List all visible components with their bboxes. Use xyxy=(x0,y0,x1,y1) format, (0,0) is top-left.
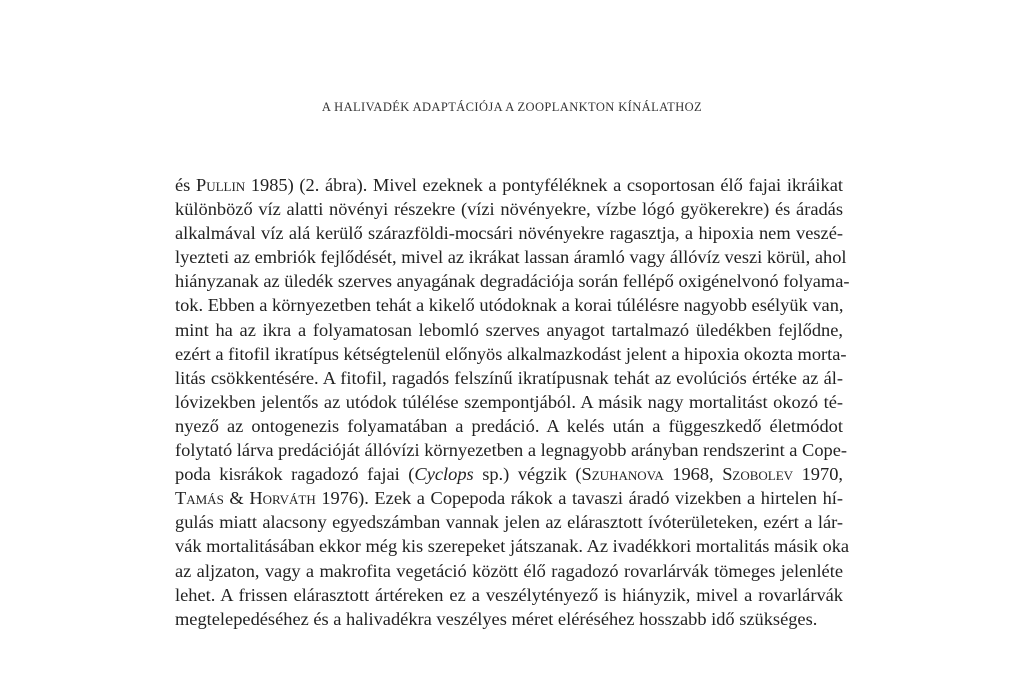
text-line: mint ha az ikra a folyamatosan lebomló szerves anyagot tartalmazó üledékben fejlődne, xyxy=(175,319,843,340)
text-line: vák mortalitásában ekkor még kis szerepeket játszanak. Az ivadékkori mortalitás másik oka xyxy=(175,536,850,557)
text-run: 1976). Ezek a Copepoda rákok a tavaszi áradó vizekben a hirtelen hí- xyxy=(315,488,843,509)
text-line: alkalmával víz alá kerülő szárazföldi-mocsári növényekre ragasztja, a hipoxia nem veszé- xyxy=(175,223,843,244)
text-run: 1968, xyxy=(663,464,723,485)
text-run: sp.) végzik ( xyxy=(473,464,582,485)
text-line: nyező az ontogenezis folyamatában a predáció. A kelés után a függeszkedő életmódot xyxy=(175,415,843,436)
running-head: A HALIVADÉK ADAPTÁCIÓJA A ZOOPLANKTON KÍNÁLATHOZ xyxy=(321,100,703,114)
text-line: litás csökkentésére. A fitofil, ragadós felszínű ikratípusnak tehát az evolúciós értéke az ál- xyxy=(175,367,843,388)
text-run: 1985) (2. ábra). Mivel ezeknek a pontyféléknek a csoportosan élő fajai ikráikat xyxy=(245,175,843,195)
text-line: lehet. A frissen elárasztott ártéreken ez a veszélytényező is hiányzik, mivel a rovarlárvák xyxy=(175,584,843,605)
body-paragraph xyxy=(175,173,850,631)
text-line: különböző víz alatti növényi részekre (vízi növényekre, vízbe lógó gyökerekre) és áradás xyxy=(175,199,843,220)
author-name: Szuhanova xyxy=(581,464,664,485)
genus-name: Cyclops xyxy=(414,464,474,485)
author-name: Horváth xyxy=(249,488,316,509)
text-line xyxy=(175,462,843,486)
text-line: hiányzanak az üledék szerves anyagának degradációja során fellépő oxigénelvonó folyama- xyxy=(175,271,850,292)
text-line: lóvizekben jelentős az utódok túlélése szempontjából. A másik nagy mortalitást okozó té- xyxy=(175,391,843,412)
text-run: és xyxy=(175,175,196,195)
text-line: folytató lárva predációját állóvízi környezetben a legnagyobb arányban rendszerint a Cope- xyxy=(175,440,847,461)
text-line: tok. Ebben a környezetben tehát a kikelő utódoknak a korai túlélésre nagyobb esélyük van, xyxy=(175,295,844,316)
text-line: lyezteti az embriók fejlődését, mivel az ikrákat lassan áramló vagy állóvíz veszi körül, ahol xyxy=(175,247,847,268)
text-line: megtelepedéséhez és a halivadékra veszélyes méret eléréséhez hosszabb idő szükséges. xyxy=(175,608,818,629)
text-line: az aljzaton, vagy a makrofita vegetáció között élő ragadozó rovarlárvák tömeges jelenléte xyxy=(175,560,843,581)
author-name: Szobolev xyxy=(722,464,794,485)
text-line xyxy=(175,173,843,197)
text-run: 1970, xyxy=(793,464,843,485)
text-line: gulás miatt alacsony egyedszámban vannak jelen az elárasztott ívóterületeken, ezért a lár- xyxy=(175,512,843,533)
text-run: & xyxy=(223,488,250,509)
text-line: ezért a fitofil ikratípus kétségtelenül előnyös alkalmazkodást jelent a hipoxia okozta morta- xyxy=(175,343,847,364)
author-name: Tamás xyxy=(175,488,224,509)
text-line xyxy=(175,486,843,510)
author-name: Pullin xyxy=(195,175,246,195)
text-run: poda kisrákok ragadozó fajai ( xyxy=(175,464,415,485)
